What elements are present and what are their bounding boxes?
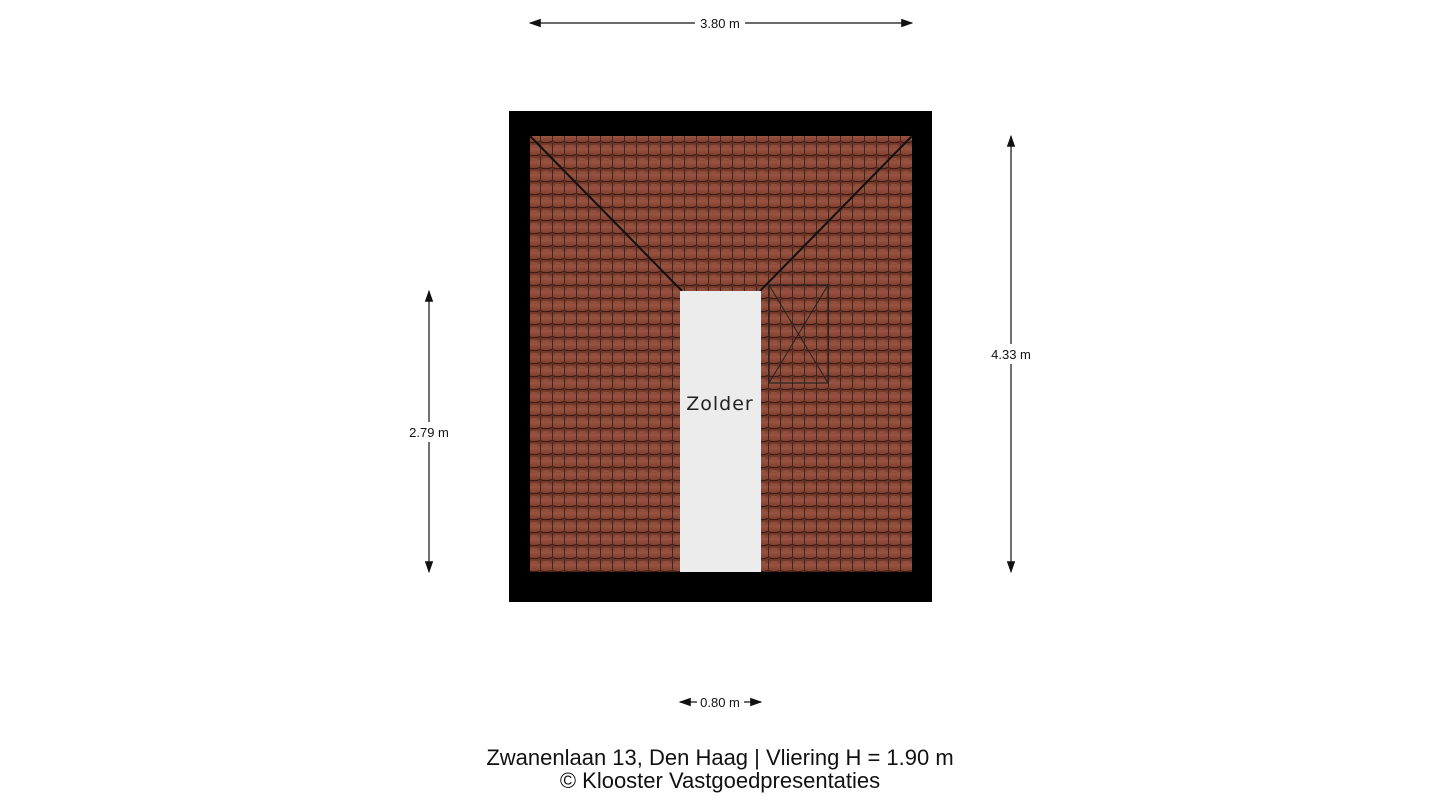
dimension-bottom (680, 695, 761, 710)
caption-copyright: © Klooster Vastgoedpresentaties (559, 768, 881, 793)
floor-strip (680, 291, 761, 572)
dimension-top-label: 3.80 m (700, 16, 740, 31)
room-label: Zolder (686, 393, 754, 415)
dimension-left-label: 2.79 m (409, 425, 449, 440)
dimension-right-label: 4.33 m (991, 347, 1031, 362)
dimension-top (530, 16, 912, 31)
dimension-left (409, 291, 449, 572)
caption-address: Zwanenlaan 13, Den Haag | Vliering H = 1.90 m (486, 745, 954, 770)
dimension-bottom-label: 0.80 m (700, 695, 740, 710)
dimension-right (991, 136, 1031, 572)
